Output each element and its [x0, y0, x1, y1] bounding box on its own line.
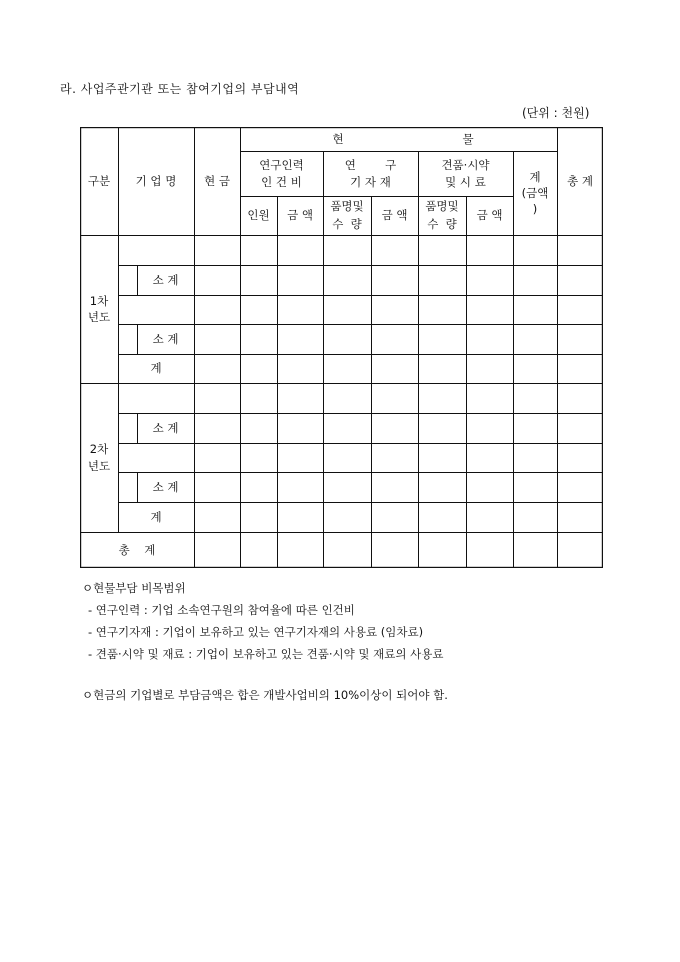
note-item-sample: - 견품·시약 및 재료 : 기업이 보유하고 있는 견품·시약 및 재료의 사용료: [88, 647, 444, 661]
note-item-equipment: - 연구기자재 : 기업이 보유하고 있는 연구기자재의 사용료 (임차료): [88, 625, 424, 639]
year2-line2: 년도: [87, 458, 111, 473]
header-equipment-amount: 금 액: [381, 208, 408, 223]
header-sample-amount: 금 액: [476, 208, 503, 223]
header-sample-item: [418, 196, 466, 235]
year2-line1: 2차: [89, 442, 109, 457]
header-equipment-item-line1: 품명및: [330, 199, 364, 214]
header-sample-line1: 견품·시약: [441, 158, 490, 173]
unit-label: (단위 : 천원): [522, 106, 590, 120]
header-equipment: [323, 151, 418, 196]
header-sample: [418, 151, 513, 196]
section-title: 라. 사업주관기관 또는 참여기업의 부담내역: [60, 82, 300, 96]
year1-line2: 년도: [87, 310, 111, 324]
notes-heading: ㅇ현물부담 비목범위: [82, 581, 186, 595]
row-year1-label: [80, 235, 118, 383]
year2-subtotal-2: 소 계: [152, 479, 179, 494]
header-inkind-right: 물: [462, 131, 474, 146]
year1-subtotal-2: 소 계: [152, 331, 179, 346]
row-year2-label: [80, 383, 118, 532]
header-labor-line2: 인 건 비: [261, 174, 302, 189]
header-equipment-line1: 연 구: [344, 158, 397, 173]
header-labor-line1: 연구인력: [259, 158, 304, 173]
header-inkind-left: 현: [332, 131, 344, 146]
note-item-labor: - 연구인력 : 기업 소속연구원의 참여율에 따른 인건비: [88, 603, 355, 617]
burden-table: [80, 127, 603, 568]
notes-section: [82, 577, 444, 665]
header-total: 총 계: [567, 173, 593, 188]
header-equipment-item-line2: 수 량: [332, 216, 362, 231]
header-sum: [513, 151, 557, 235]
header-equipment-item: [323, 196, 371, 235]
year1-line1: 1차: [89, 293, 109, 308]
header-sum-line3: ): [532, 202, 538, 217]
header-sample-item-line2: 수 량: [427, 216, 457, 231]
year2-sum: 계: [150, 509, 162, 524]
header-cash: 현 금: [204, 173, 230, 188]
header-sample-line2: 및 시 료: [445, 174, 486, 189]
grand-total-label: 총 계: [118, 542, 156, 557]
year1-sum: 계: [150, 361, 162, 376]
cash-footnote: ㅇ현금의 기업별로 부담금액은 합은 개발사업비의 10%이상이 되어야 함.: [82, 688, 448, 702]
header-gubun: 구분: [87, 173, 111, 188]
year2-subtotal-1: 소 계: [152, 420, 179, 435]
header-company: 기 업 명: [135, 173, 177, 188]
year1-subtotal-1: 소 계: [152, 272, 179, 287]
header-sample-item-line1: 품명및: [425, 199, 459, 214]
header-labor: [240, 151, 323, 196]
header-labor-amount: 금 액: [287, 208, 313, 223]
header-sum-line2: (금액: [521, 185, 549, 200]
header-equipment-line2: 기 자 재: [350, 174, 391, 189]
header-sum-line1: 계: [529, 169, 541, 184]
header-labor-persons: 인원: [247, 208, 270, 223]
